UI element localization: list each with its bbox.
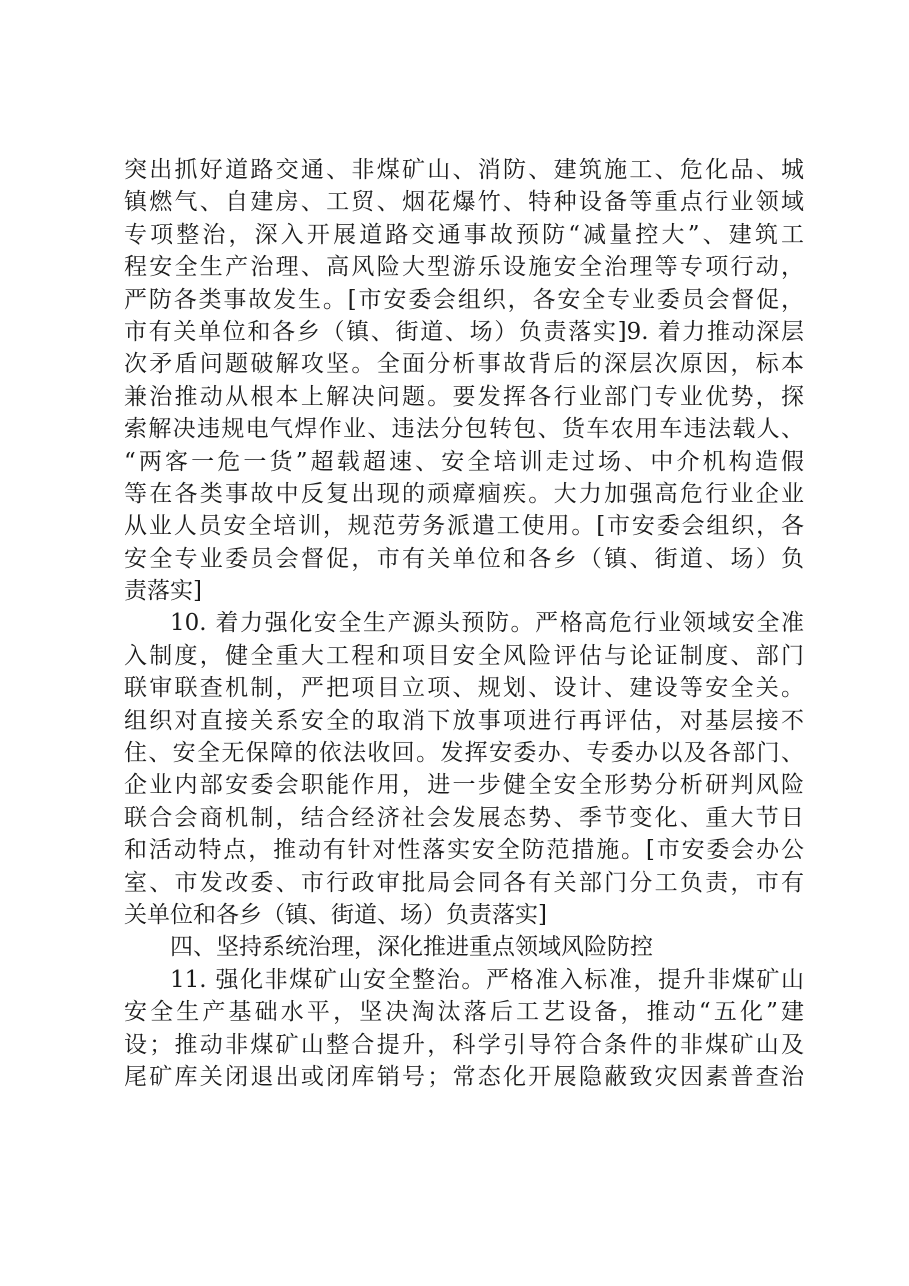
text-line: 安全生产基础水平，坚决淘汰落后工艺设备，推动“五化”建 [124, 999, 804, 1026]
text-line: 和活动特点，推动有针对性落实安全防范措施。[市安委会办公 [124, 837, 804, 864]
text-line: 市有关单位和各乡（镇、街道、场）负责落实]9. 着力推动深层 [124, 318, 804, 345]
text-line: 兼治推动从根本上解决问题。要发挥各行业部门专业优势，探 [124, 383, 804, 410]
text-line: 从业人员安全培训，规范劳务派遣工使用。[市安委会组织，各 [124, 513, 804, 540]
text-line: 联合会商机制，结合经济社会发展态势、季节变化、重大节日 [124, 804, 804, 831]
text-line: 责落实] [124, 578, 202, 605]
text-line: 联审联查机制，严把项目立项、规划、设计、建设等安全关。 [124, 675, 804, 702]
text-line: 10. 着力强化安全生产源头预防。严格高危行业领域安全准 [170, 610, 804, 637]
text-line: 程安全生产治理、高风险大型游乐设施安全治理等专项行动， [124, 254, 804, 281]
text-line: 设；推动非煤矿山整合提升，科学引导符合条件的非煤矿山及 [124, 1031, 804, 1058]
text-line: 室、市发改委、市行政审批局会同各有关部门分工负责，市有 [124, 869, 804, 896]
text-line: 住、安全无保障的依法收回。发挥安委办、专委办以及各部门、 [124, 740, 804, 767]
text-line: 组织对直接关系安全的取消下放事项进行再评估，对基层接不 [124, 707, 804, 734]
text-line: 入制度，健全重大工程和项目安全风险评估与论证制度、部门 [124, 642, 804, 669]
text-line: 11. 强化非煤矿山安全整治。严格准入标准，提升非煤矿山 [170, 966, 804, 993]
text-line: 突出抓好道路交通、非煤矿山、消防、建筑施工、危化品、城 [124, 157, 804, 183]
text-line: 次矛盾问题破解攻坚。全面分析事故背后的深层次原因，标本 [124, 351, 804, 378]
text-line: 等在各类事故中反复出现的顽瘴痼疾。大力加强高危行业企业 [124, 480, 804, 507]
document-body-text [124, 154, 804, 1093]
text-line: 索解决违规电气焊作业、违法分包转包、货车农用车违法载人、 [124, 416, 804, 443]
text-line: 安全专业委员会督促，市有关单位和各乡（镇、街道、场）负 [124, 545, 804, 572]
text-line: “两客一危一货”超载超速、安全培训走过场、中介机构造假 [124, 448, 804, 475]
text-line: 企业内部安委会职能作用，进一步健全安全形势分析研判风险 [124, 772, 804, 799]
text-line: 尾矿库关闭退出或闭库销号；常态化开展隐蔽致灾因素普查治 [124, 1063, 804, 1090]
text-line: 关单位和各乡（镇、街道、场）负责落实] [124, 901, 547, 928]
text-line: 四、坚持系统治理，深化推进重点领域风险防控 [170, 934, 653, 961]
text-line: 镇燃气、自建房、工贸、烟花爆竹、特种设备等重点行业领域 [124, 189, 804, 216]
text-line: 专项整治，深入开展道路交通事故预防“减量控大”、建筑工 [124, 221, 804, 248]
text-line: 严防各类事故发生。[市安委会组织，各安全专业委员会督促， [124, 286, 804, 313]
